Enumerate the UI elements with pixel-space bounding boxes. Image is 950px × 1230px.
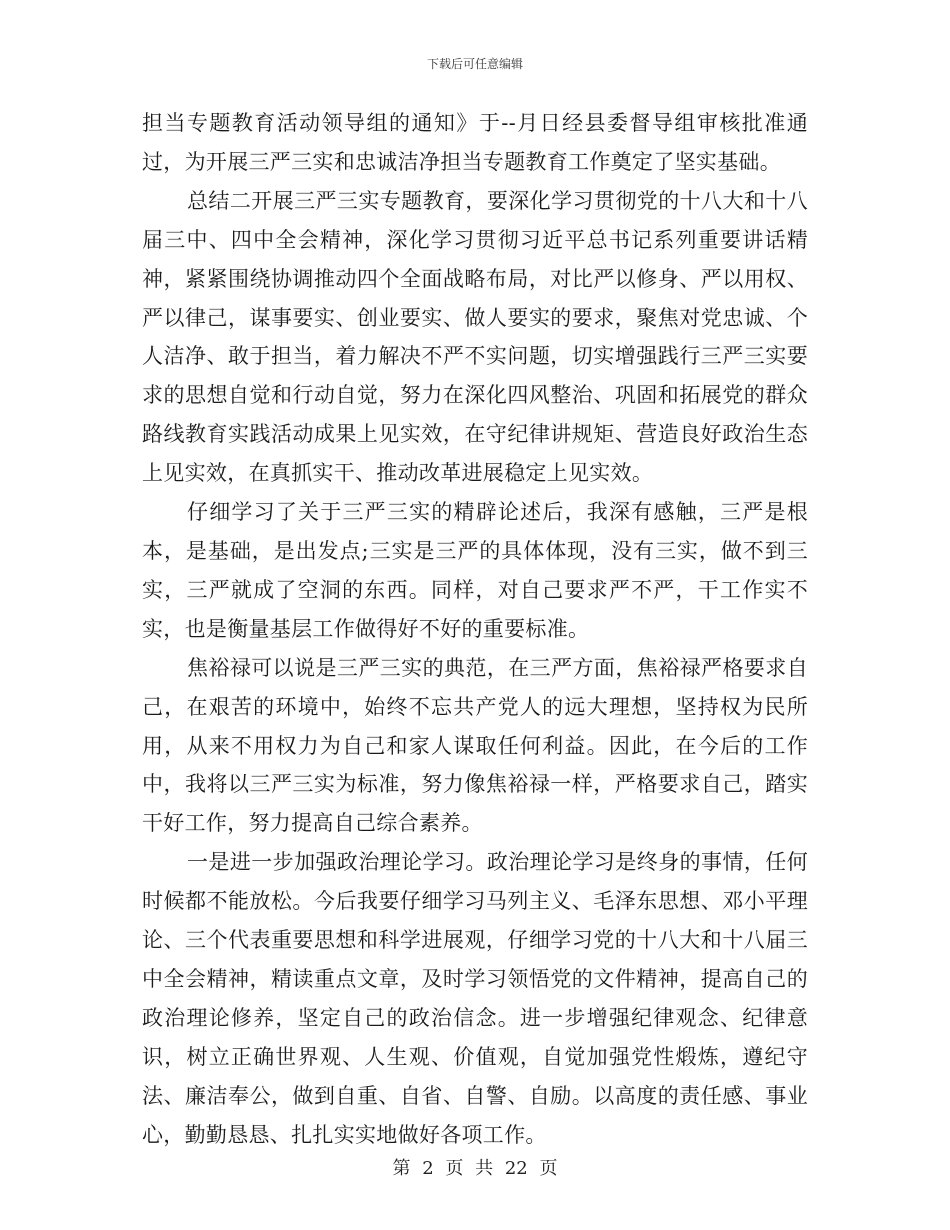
page-header: 下载后可任意编辑 xyxy=(426,57,523,71)
paragraph-reflection: 仔细学习了关于三严三实的精辟论述后，我深有感触，三严是根本，是基础，是出发点;三实是三严的具体体现，没有三实，做不到三实，三严就成了空洞的东西。同样，对自己要求严不严，干工作实不实，也是衡量基层工作做得好不好的重要标准。 xyxy=(142,500,808,641)
page-footer: 第 2 页 共 22 页 xyxy=(392,1158,558,1179)
paragraph-summary-two: 总结二开展三严三实专题教育，要深化学习贯彻党的十八大和十八届三中、四中全会精神，深化学习贯彻习近平总书记系列重要讲话精神，紧紧围绕协调推动四个全面战略布局，对比严以修身、严以用权、严以律己，谋事要实、创业要实、做人要实的要求，聚焦对党忠诚、个人洁净、敢于担当，着力解决不严不实问题，切实增强践行三严三实要求的思想自觉和行动自觉，努力在深化四风整治、巩固和拓展党的群众路线教育实践活动成果上见实效，在守纪律讲规矩、营造良好政治生态上见实效，在真抓实干、推动改革进展稳定上见实效。 xyxy=(142,188,808,486)
paragraph-jiao-yulu: 焦裕禄可以说是三严三实的典范，在三严方面，焦裕禄严格要求自己，在艰苦的环境中，始终不忘共产党人的远大理想，坚持权为民所用，从来不用权力为自己和家人谋取任何利益。因此，在今后的工作中，我将以三严三实为标准，努力像焦裕禄一样，严格要求自己，踏实干好工作，努力提高自己综合素养。 xyxy=(142,655,808,836)
paragraph-continuation: 担当专题教育活动领导组的通知》于--月日经县委督导组审核批准通过，为开展三严三实和忠诚洁净担当专题教育工作奠定了坚实基础。 xyxy=(142,111,808,174)
paragraph-point-one: 一是进一步加强政治理论学习。政治理论学习是终身的事情，任何时候都不能放松。今后我要仔细学习马列主义、毛泽东思想、邓小平理论、三个代表重要思想和科学进展观，仔细学习党的十八大和十八届三中全会精神，精读重点文章，及时学习领悟党的文件精神，提高自己的政治理论修养，坚定自己的政治信念。进一步增强纪律观念、纪律意识，树立正确世界观、人生观、价值观，自觉加强党性煅炼，遵纪守法、廉洁奉公，做到自重、自省、自警、自励。以高度的责任感、事业心，勤勤恳恳、扎扎实实地做好各项工作。 xyxy=(142,850,808,1147)
document-body xyxy=(142,104,808,1154)
